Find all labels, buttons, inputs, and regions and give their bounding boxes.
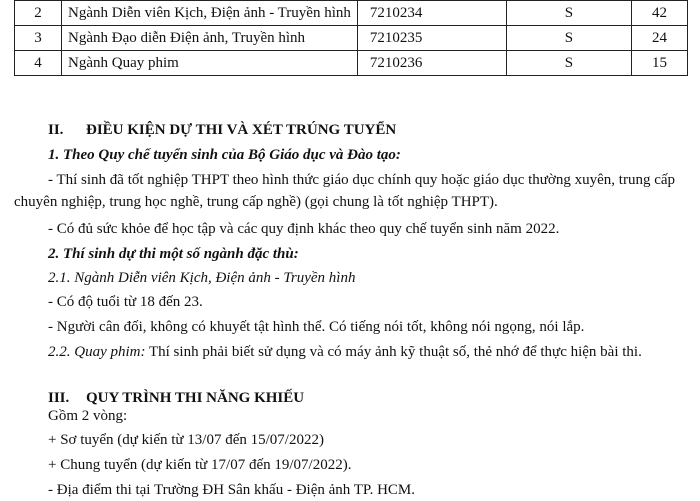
- exam-group: S: [506, 1, 631, 26]
- quota: 42: [631, 1, 687, 26]
- paragraph: Gồm 2 vòng:: [48, 408, 128, 424]
- section-3-heading: [48, 388, 304, 408]
- subsection-2-1-heading: 2.1. Ngành Diễn viên Kịch, Điện ảnh - Truyền hình: [48, 270, 356, 286]
- section-3-number: III.: [48, 390, 70, 406]
- paragraph: + Sơ tuyển (dự kiến từ 13/07 đến 15/07/2022): [48, 432, 324, 448]
- exam-group: S: [506, 26, 631, 51]
- subsection-2-heading: 2. Thí sinh dự thi một số ngành đặc thù:: [48, 246, 299, 262]
- program-name: Ngành Quay phim: [62, 51, 358, 76]
- program-name: Ngành Đạo diễn Điện ảnh, Truyền hình: [62, 26, 358, 51]
- table-row: [15, 26, 688, 51]
- subsection-2-2-label: 2.2. Quay phim:: [48, 344, 146, 360]
- paragraph: chuyên nghiệp, trung học nghề, trung cấp nghề) (gọi chung là tốt nghiệp THPT).: [14, 194, 498, 210]
- program-code: 7210235: [357, 26, 506, 51]
- table-row: [15, 1, 688, 26]
- paragraph: - Địa điểm thi tại Trường ĐH Sân khấu - Điện ảnh TP. HCM.: [48, 482, 416, 498]
- paragraph: - Thí sinh đã tốt nghiệp THPT theo hình thức giáo dục chính quy hoặc giáo dục thường xuyên, trung cấp: [48, 172, 676, 188]
- quota: 24: [631, 26, 687, 51]
- program-code: 7210234: [357, 1, 506, 26]
- quota: 15: [631, 51, 687, 76]
- exam-group: S: [506, 51, 631, 76]
- subsection-2-2-text: Thí sinh phải biết sử dụng và có máy ảnh kỹ thuật số, thẻ nhớ để thực hiện bài thi.: [145, 344, 642, 360]
- section-2-heading: [48, 120, 396, 140]
- section-3-title: QUY TRÌNH THI NĂNG KHIẾU: [86, 390, 305, 406]
- program-code: 7210236: [357, 51, 506, 76]
- subsection-1-heading: 1. Theo Quy chế tuyển sinh của Bộ Giáo dục và Đào tạo:: [48, 147, 401, 163]
- section-2-title: ĐIỀU KIỆN DỰ THI VÀ XÉT TRÚNG TUYỂN: [86, 122, 397, 138]
- subsection-2-2-paragraph: [48, 342, 642, 362]
- programs-table: [14, 0, 688, 76]
- paragraph: - Có đủ sức khỏe để học tập và các quy định khác theo quy chế tuyển sinh năm 2022.: [48, 221, 560, 237]
- paragraph: + Chung tuyển (dự kiến từ 17/07 đến 19/07/2022).: [48, 457, 352, 473]
- paragraph: - Có độ tuổi từ 18 đến 23.: [48, 294, 203, 310]
- section-2-number: II.: [48, 122, 64, 138]
- row-number: 4: [15, 51, 62, 76]
- table-row: [15, 51, 688, 76]
- row-number: 2: [15, 1, 62, 26]
- program-name: Ngành Diễn viên Kịch, Điện ảnh - Truyền hình: [62, 1, 358, 26]
- paragraph: - Người cân đối, không có khuyết tật hình thể. Có tiếng nói tốt, không nói ngọng, nói lắp.: [48, 319, 585, 335]
- row-number: 3: [15, 26, 62, 51]
